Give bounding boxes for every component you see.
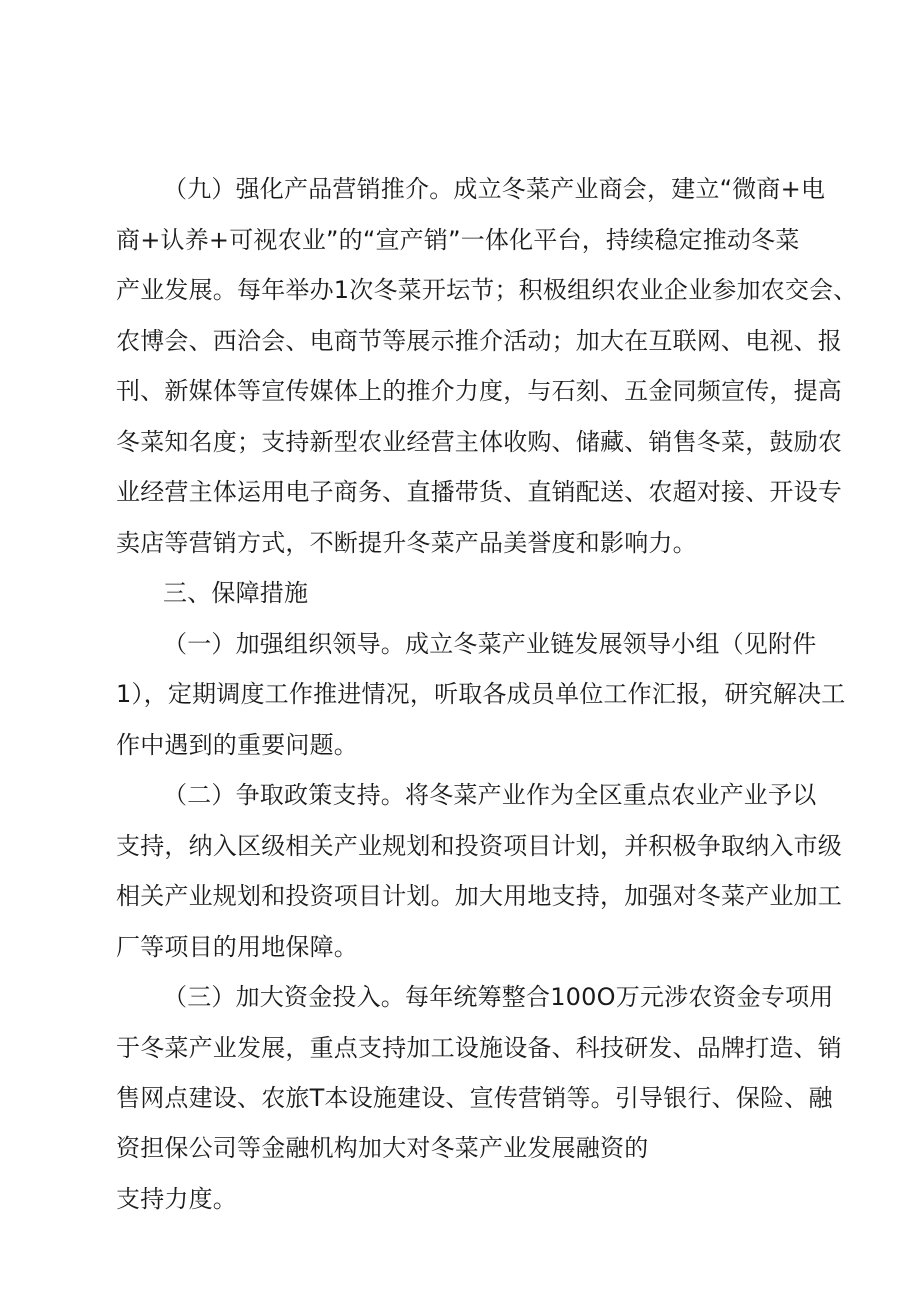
para-1-line-3: 作中遇到的重要问题。 bbox=[116, 731, 358, 759]
para-9-line-1: （九）强化产品营销推介。成立冬菜产业商会，建立“微商+电 bbox=[163, 175, 826, 203]
para-1-line-1: （一）加强组织领导。成立冬菜产业链发展领导小组（见附件 bbox=[163, 630, 817, 658]
para-3-line-1: （三）加大资金投入。每年统筹整合100O万元涉农资金专项用 bbox=[163, 983, 834, 1011]
para-3-line-5: 支持力度。 bbox=[116, 1185, 237, 1213]
para-3-line-4: 资担保公司等金融机构加大对冬菜产业发展融资的 bbox=[116, 1134, 649, 1162]
para-3-line-2: 于冬菜产业发展，重点支持加工设施设备、科技研发、品牌打造、销 bbox=[116, 1034, 842, 1062]
para-9-line-8: 卖店等营销方式，不断提升冬菜产品美誉度和影响力。 bbox=[116, 529, 697, 557]
para-2-line-2: 支持，纳入区级相关产业规划和投资项目计划，并积极争取纳入市级 bbox=[116, 832, 842, 860]
para-2-line-3: 相关产业规划和投资项目计划。加大用地支持，加强对冬菜产业加工 bbox=[116, 882, 842, 910]
section-heading-3: 三、保障措施 bbox=[163, 579, 309, 607]
para-1-line-2: 1），定期调度工作推进情况，听取各成员单位工作汇报，研究解决工 bbox=[116, 680, 846, 708]
para-9-line-6: 冬菜知名度；支持新型农业经营主体收购、储藏、销售冬菜，鼓励农 bbox=[116, 428, 842, 456]
para-9-line-5: 刊、新媒体等宣传媒体上的推介力度，与石刻、五金同频宣传，提高 bbox=[116, 377, 842, 405]
para-9-line-2: 商+认养+可视农业”的“宣产销”一体化平台，持续稳定推动冬菜 bbox=[116, 226, 800, 254]
para-9-line-4: 农博会、西洽会、电商节等展示推介活动；加大在互联网、电视、报 bbox=[116, 327, 842, 355]
para-3-line-3: 售网点建设、农旅T本设施建设、宣传营销等。引导银行、保险、融 bbox=[116, 1084, 833, 1112]
para-9-line-3: 产业发展。每年举办1次冬菜开坛节；积极组织农业企业参加农交会、 bbox=[116, 276, 858, 304]
para-2-line-1: （二）争取政策支持。将冬菜产业作为全区重点农业产业予以 bbox=[163, 781, 817, 809]
para-9-line-7: 业经营主体运用电子商务、直播带货、直销配送、农超对接、开设专 bbox=[116, 478, 842, 506]
para-2-line-4: 厂等项目的用地保障。 bbox=[116, 933, 358, 961]
